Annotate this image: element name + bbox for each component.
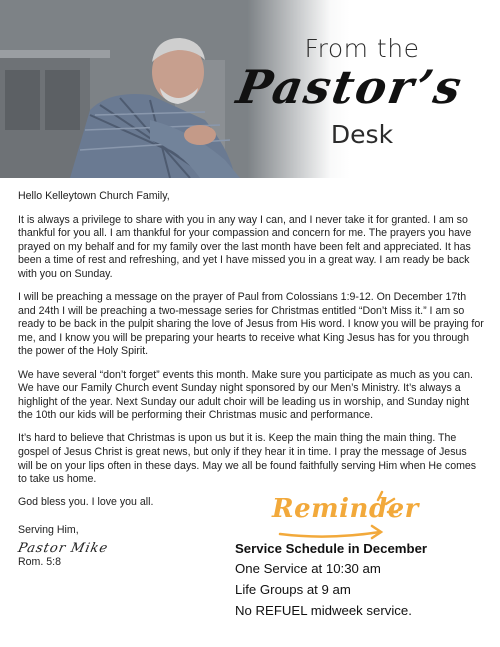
- letter-paragraph: God bless you. I love you all.: [18, 496, 154, 509]
- schedule-title: Service Schedule in December: [235, 541, 428, 556]
- header-title-script: Pastor’s: [232, 60, 468, 114]
- letter-body: [18, 190, 484, 519]
- letter-paragraph: It’s hard to believe that Christmas is upon us but it is. Keep the main thing the main thing. The gospel of Jesus Christ is great news, but only if they hear it in time. I pray the message of Jesus will be on your lips often in these days. May we all be found faithfully serving Him when He comes to take us home.: [18, 432, 477, 486]
- schedule-item: One Service at 10:30 am: [235, 561, 381, 576]
- signature: Pastor Mike: [16, 540, 110, 556]
- closing-text: Serving Him,: [18, 524, 79, 536]
- service-schedule: [235, 541, 427, 621]
- scripture-reference: Rom. 5:8: [18, 556, 61, 569]
- schedule-item: No REFUEL midweek service.: [235, 603, 412, 618]
- letter-paragraph: It is always a privilege to share with you in any way I can, and I never take it for granted. I am so thankful for you all. I am thankful for your compassion and concern for me. The prayers you have prayed on my behalf and for my family over the last month have been felt and appreciated. It has been a time of rest and refreshing, and yet I have missed you in a great way. I am ready be back with you on Sunday.: [18, 213, 472, 280]
- header-title-line1: From the: [304, 34, 420, 63]
- letter-paragraph: We have several “don’t forget” events this month. Make sure you participate as much as you can. We have our Family Church event Sunday night sponsored by our Men’s Ministry. It’s always a highlight of the year. Next Sunday our adult choir will be leading us in worship, and Sunday night the 10th our kids will be performing their Christmas music and performance.: [18, 368, 473, 422]
- reminder-heading: Reminder: [272, 494, 419, 524]
- header-title-line3: Desk: [330, 120, 394, 149]
- letter-paragraph: I will be preaching a message on the prayer of Paul from Colossians 1:9-12. On December 17th and 24th I will be preaching a two-message series for Christmas entitled “Don’t Miss it.” I am so ready to be back in the pulpit sharing the love of Jesus from His word. I know you will be praying for me, and I know you will be preparing your hearts to receive what King Jesus has for you through the power of the Holy Spirit.: [18, 291, 484, 358]
- letter-greeting: Hello Kelleytown Church Family,: [18, 190, 170, 202]
- letter-closing: [18, 524, 108, 570]
- schedule-item: Life Groups at 9 am: [235, 582, 351, 597]
- header-banner: [0, 0, 500, 178]
